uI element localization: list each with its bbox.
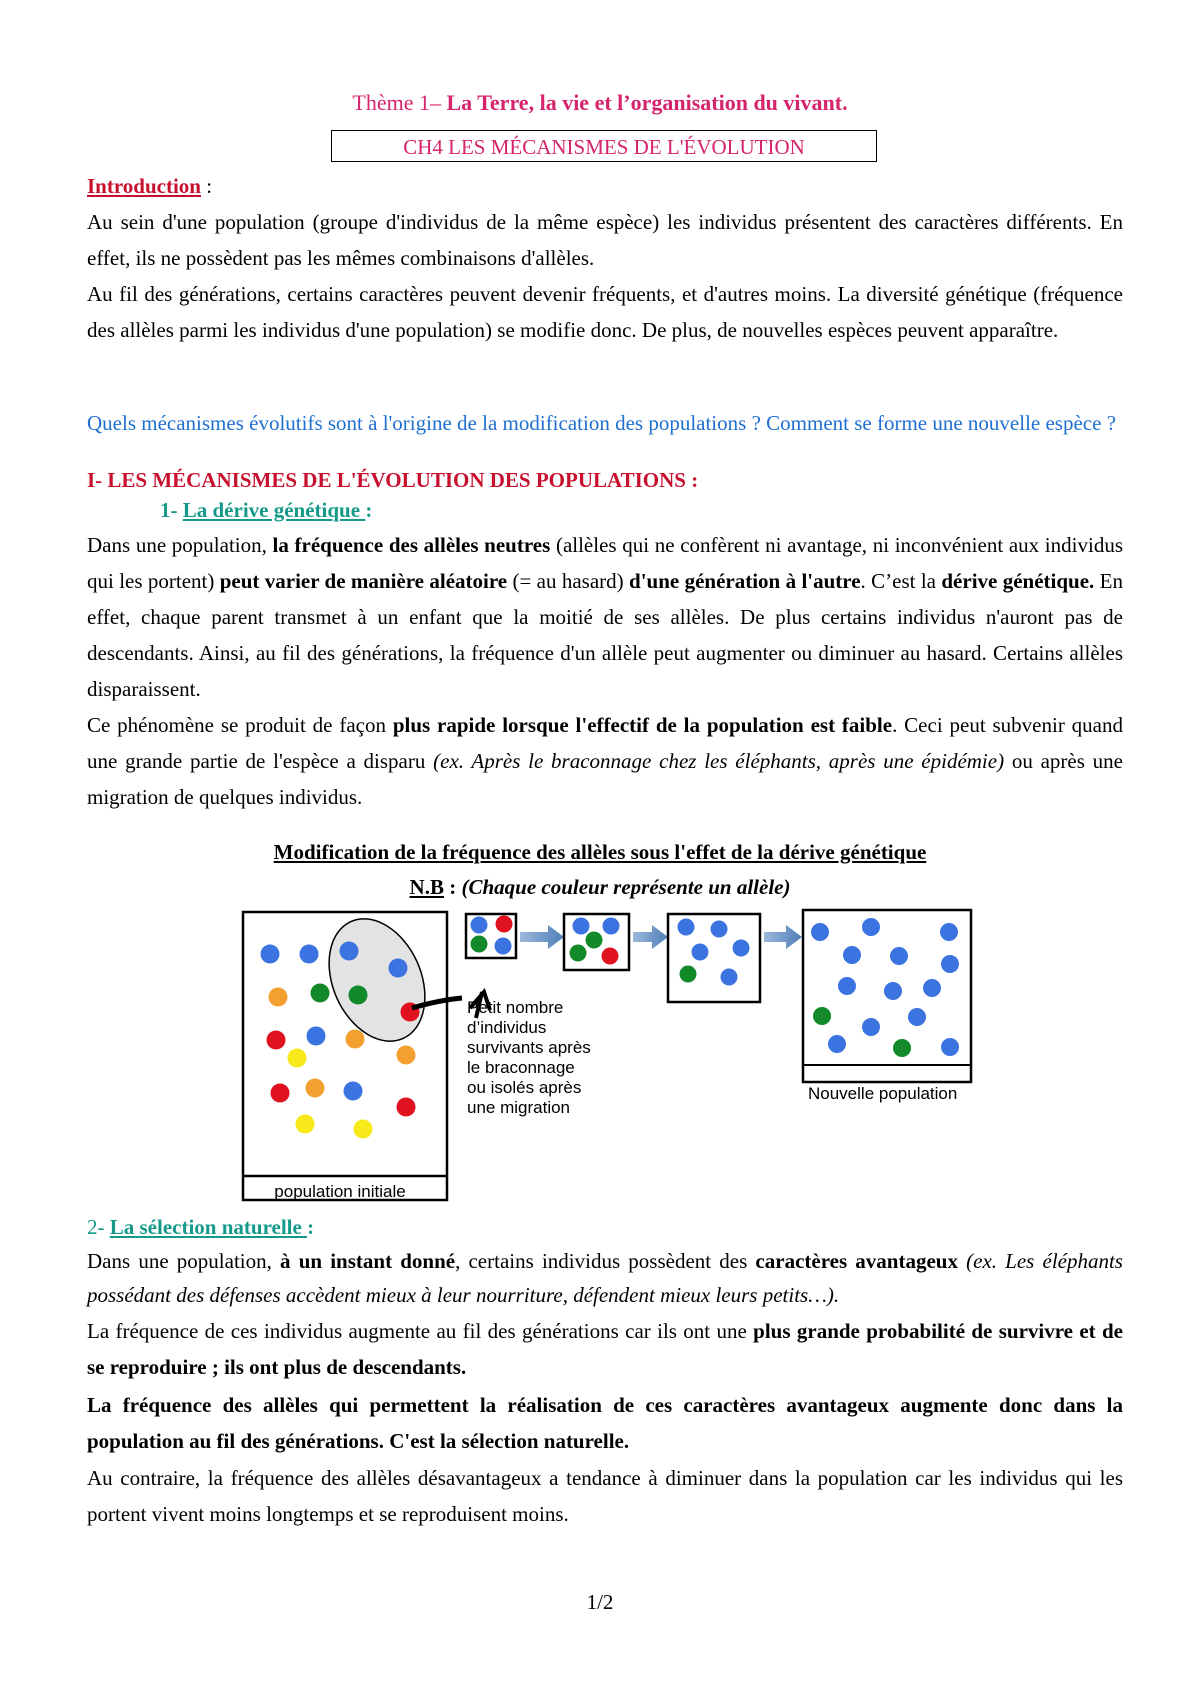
speed-text-3: . Ceci peut subvenir quand une grande partie de l'espèce a disparu: [87, 713, 1123, 773]
blue-allele-dot: [733, 940, 750, 957]
red-allele-dot: [271, 1084, 290, 1103]
blue-allele-dot: [862, 918, 880, 936]
selection-paragraph-3: La fréquence des allèles qui permettent la réalisation de ces caractères avantageux augmente donc dans la population au fil des générations. C'est la sélection naturelle.: [87, 1393, 1123, 1453]
chapter-title: CH4 LES MÉCANISMES DE L'ÉVOLUTION: [331, 130, 877, 162]
arrow-3: [764, 925, 802, 949]
green-allele-dot: [471, 936, 488, 953]
blue-allele-dot: [828, 1035, 846, 1053]
blue-allele-dot: [890, 947, 908, 965]
blue-allele-dot: [941, 955, 959, 973]
speed-text-2: plus rapide lorsque l'effectif de la population est faible: [392, 713, 893, 737]
sub1-title: La dérive génétique: [182, 498, 366, 522]
sel2-text-2: plus grande probabilité de survivre et de se reproduire ; ils ont plus de descendants.: [87, 1319, 1123, 1379]
drift-text-4: peut varier de manière aléatoire: [219, 569, 508, 593]
drift-text-5: (= au hasard): [507, 569, 630, 593]
blue-allele-dot: [471, 917, 488, 934]
theme-prefix: Thème 1–: [352, 90, 447, 115]
initial-population-label: population initiale: [274, 1182, 406, 1201]
intro-heading-suffix: :: [200, 174, 213, 198]
page-number: 1/2: [586, 1590, 614, 1614]
orange-allele-dot: [397, 1046, 416, 1065]
subsection-1-heading: [87, 495, 1123, 525]
green-allele-dot: [893, 1039, 911, 1057]
survivors-line-6: une migration: [467, 1098, 571, 1117]
subsection-2-heading: [87, 1212, 1123, 1242]
blue-allele-dot: [843, 946, 861, 964]
blue-allele-dot: [862, 1018, 880, 1036]
blue-allele-dot: [884, 982, 902, 1000]
intro-paragraph-2: Au fil des générations, certains caractères peuvent devenir fréquents, et d'autres moins. La diversité génétique (fréquence des allèles parmi les individus d'une population) se modifie donc. De plus, de nouvelles espèces peuvent apparaître.: [87, 282, 1123, 342]
intro-paragraph-1: Au sein d'une population (groupe d'individus de la même espèce) les individus présentent des caractères différents. En effet, ils ne possèdent pas les mêmes combinaisons d'allèles.: [87, 210, 1123, 270]
blue-allele-dot: [389, 959, 408, 978]
sel2-text-1: La fréquence de ces individus augmente au fil des générations car ils ont une: [87, 1319, 754, 1343]
intro-heading: [87, 168, 1123, 204]
selection-paragraph-1: [87, 1244, 1123, 1312]
drift-speed-paragraph: [87, 707, 1123, 815]
blue-allele-dot: [941, 1038, 959, 1056]
survivors-line-1: Petit nombre: [467, 998, 564, 1017]
sel-text-3: , certains individus possèdent des: [455, 1249, 756, 1273]
selection-paragraph-2: [87, 1313, 1123, 1385]
green-allele-dot: [680, 966, 697, 983]
blue-allele-dot: [678, 919, 695, 936]
green-allele-dot: [311, 984, 330, 1003]
speed-text-5: ou après une migration de quelques individus.: [87, 749, 1124, 809]
drift-paragraph: [87, 527, 1123, 707]
blue-allele-dot: [573, 918, 590, 935]
survivors-line-3: survivants après: [467, 1038, 591, 1057]
blue-allele-dot: [908, 1008, 926, 1026]
green-allele-dot: [349, 986, 368, 1005]
green-allele-dot: [813, 1007, 831, 1025]
blue-allele-dot: [603, 918, 620, 935]
sub1-suffix: :: [365, 498, 373, 522]
green-allele-dot: [586, 932, 603, 949]
sub1-num: 1-: [160, 498, 183, 522]
figure-note-sep: :: [443, 875, 462, 899]
yellow-allele-dot: [354, 1120, 373, 1139]
red-allele-dot: [267, 1031, 286, 1050]
blue-allele-dot: [344, 1082, 363, 1101]
drift-text-2: la fréquence des allèles neutres: [272, 533, 551, 557]
theme-heading: [0, 90, 1200, 116]
survivors-line-5: ou isolés après: [467, 1078, 582, 1097]
speed-text-4: (ex. Après le braconnage chez les éléphants, après une épidémie): [433, 749, 1005, 773]
genetic-drift-diagram: [0, 900, 1200, 1210]
red-allele-dot: [397, 1098, 416, 1117]
green-allele-dot: [570, 945, 587, 962]
survivors-line-4: le braconnage: [467, 1058, 575, 1077]
section1-title: I- LES MÉCANISMES DE L'ÉVOLUTION DES POPULATIONS :: [87, 468, 699, 492]
blue-allele-dot: [940, 923, 958, 941]
blue-allele-dot: [300, 945, 319, 964]
sel-text-4: caractères avantageux: [755, 1249, 958, 1273]
intro-heading-text: Introduction: [87, 174, 201, 198]
arrow-2: [633, 925, 668, 949]
figure-title: Modification de la fréquence des allèles sous l'effet de la dérive génétique: [273, 840, 927, 864]
sel-text-2: à un instant donné: [280, 1249, 456, 1273]
sel-text-5: (ex. Les éléphants possédant des défenses accèdent mieux à leur nourriture, défendent mieux leurs petits…).: [87, 1249, 1123, 1307]
yellow-allele-dot: [288, 1049, 307, 1068]
drift-text-9: En effet, chaque parent transmet à un enfant que la moitié de ses allèles. De plus certains individus n'auront pas de descendants. Ainsi, au fil des générations, la fréquence d'un allèle peut augmenter ou diminuer au hasard. Certains allèles disparaissent.: [87, 569, 1123, 701]
blue-allele-dot: [721, 969, 738, 986]
drift-text-6: d'une génération à l'autre: [629, 569, 861, 593]
orange-allele-dot: [346, 1030, 365, 1049]
blue-allele-dot: [923, 979, 941, 997]
figure-note-label: N.B: [409, 875, 444, 899]
blue-allele-dot: [692, 944, 709, 961]
red-allele-dot: [496, 916, 513, 933]
blue-allele-dot: [307, 1027, 326, 1046]
drift-text-7: . C’est la: [860, 569, 942, 593]
intro-question: Quels mécanismes évolutifs sont à l'origine de la modification des populations ? Comment se forme une nouvelle espèce ?: [87, 411, 1117, 435]
drift-text-3: (allèles qui ne confèrent ni avantage, ni inconvénient aux individus qui les portent): [87, 533, 1123, 593]
survivors-label: [467, 998, 596, 1117]
drift-text-8: dérive génétique.: [941, 569, 1095, 593]
blue-allele-dot: [261, 945, 280, 964]
sub2-num: 2-: [87, 1215, 110, 1239]
blue-allele-dot: [495, 938, 512, 955]
red-allele-dot: [602, 948, 619, 965]
blue-allele-dot: [711, 921, 728, 938]
figure-note: [0, 875, 1200, 900]
yellow-allele-dot: [296, 1115, 315, 1134]
orange-allele-dot: [306, 1079, 325, 1098]
theme-title: La Terre, la vie et l’organisation du vivant.: [446, 90, 848, 115]
blue-allele-dot: [838, 977, 856, 995]
sub2-suffix: :: [307, 1215, 315, 1239]
arrow-1: [520, 925, 564, 949]
blue-allele-dot: [340, 942, 359, 961]
figure-note-text: (Chaque couleur représente un allèle): [461, 875, 791, 899]
survivors-line-2: d’individus: [467, 1018, 547, 1037]
speed-text-1: Ce phénomène se produit de façon: [87, 713, 393, 737]
blue-allele-dot: [811, 923, 829, 941]
sub2-title: La sélection naturelle: [109, 1215, 308, 1239]
selection-paragraph-4: Au contraire, la fréquence des allèles désavantageux a tendance à diminuer dans la population car les individus qui les portent vivent moins longtemps et se reproduisent moins.: [87, 1466, 1123, 1526]
sel-text-1: Dans une population,: [87, 1249, 281, 1273]
new-population-label: Nouvelle population: [808, 1084, 958, 1103]
drift-text-1: Dans une population,: [87, 533, 273, 557]
orange-allele-dot: [269, 988, 288, 1007]
